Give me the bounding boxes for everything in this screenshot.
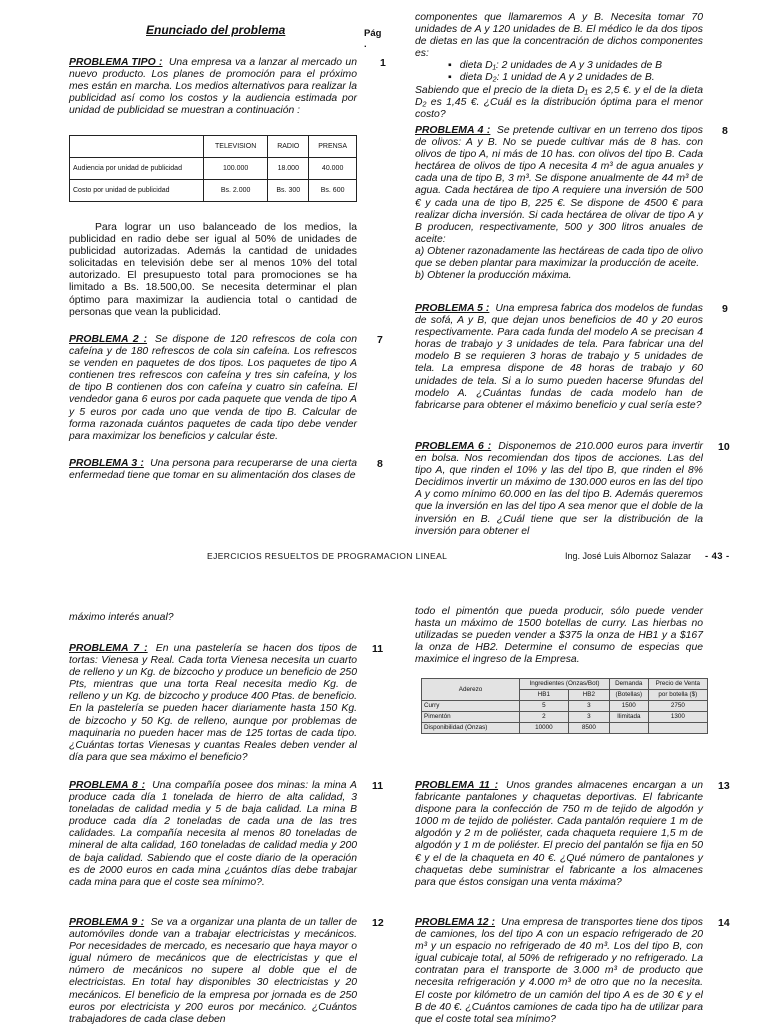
problem-7 [69, 643, 357, 764]
problem-text: Una empresa fabrica dos modelos de fundas de sofá, A y B, que dejan unos beneficios de 40 y 20 euros respectivamente. Para cada funda del modelo A se precisan 4 horas de trabajo y 3 unidades de tela. Para fabricar una del modelo B se requieren 3 horas de trabajo y 5 unidades de tela. La empresa dispone de 48 horas de trabajo y 60 unidades de tela. Si a lo sumo pueden hacerse 9fundas del modelo A. ¿Cuántas fundas de cada modelo han de fabricarse para obtener el máximo beneficio y cual sería este? [415, 303, 703, 411]
table-cell: Costo por unidad de publicidad [70, 180, 204, 202]
problem-6-end: máximo interés anual? [69, 612, 174, 623]
table-row [422, 723, 708, 734]
problem-label: PROBLEMA 3 : [69, 458, 144, 469]
table-header: (Botellas) [609, 690, 648, 701]
table-row [422, 701, 708, 712]
problem-6 [415, 441, 703, 538]
table-cell: 40.000 [309, 158, 357, 180]
table-cell: 18.000 [268, 158, 309, 180]
problem-10-continued: todo el pimentón que pueda producir, sólo puede vender hasta un máximo de 1500 botellas de curry. Las hierbas no utilizadas se pueden vender a $375 la onza de HB1 y a $167 la onza de HB2. Determine el consumo de especias que maximice el ingreso de la Empresa. [415, 606, 703, 666]
table-cell [648, 723, 707, 734]
table-header: HB1 [520, 690, 569, 701]
problem-page-number: 8 [722, 125, 728, 137]
table-header: PRENSA [309, 136, 357, 158]
problem-page-number: 8 [377, 458, 383, 470]
table-header: Ingredientes (Onzas/Bot) [520, 679, 610, 690]
footer-page-number: - 43 - [705, 551, 730, 562]
table-cell: 3 [568, 701, 609, 712]
problem-page-number: 13 [718, 780, 730, 792]
table-header: Demanda [609, 679, 648, 690]
problem-label: PROBLEMA 7 : [69, 643, 148, 654]
table-cell: Bs. 2.000 [204, 180, 268, 202]
table-cell: Audiencia por unidad de publicidad [70, 158, 204, 180]
problem-page-number: 11 [372, 780, 384, 792]
table-cell: Curry [422, 701, 520, 712]
problem-8 [69, 780, 357, 889]
problem-5 [415, 303, 703, 412]
table-cell: Disponibilidad (Onzas) [422, 723, 520, 734]
problem-label: PROBLEMA 2 : [69, 334, 148, 345]
problem-11 [415, 780, 703, 889]
problem-page-number: 14 [718, 917, 730, 929]
table-cell: 3 [568, 712, 609, 723]
problem-4 [415, 125, 703, 282]
problem-2 [69, 334, 357, 443]
table-cell: Bs. 300 [268, 180, 309, 202]
table-row [70, 180, 357, 202]
problem-text: Se pretende cultivar en un terreno dos tipos de olivos: A y B. No se puede cultivar más de 8 has. con olivos de tipo A, ni más de 10 has. con olivos del tipo B. Cada hectárea de olivos de tipo A necesita 4 m³ de agua anuales y cada una de tipo B, 3 m³. Se dispone anualmente de 44 m³ de agua. Cada hectárea de tipo A requiere una inversión de 500 € y cada una de tipo B, 225 €. Se dispone de 4500 € para realizar dicha inversión. Si cada hectárea de olivar de tipo A y B producen, respectivamente, 500 y 300 litros anuales de aceite: [415, 125, 703, 245]
problem-label: PROBLEMA 8 : [69, 780, 146, 791]
table-cell: 10000 [520, 723, 569, 734]
table-cell: Bs. 600 [309, 180, 357, 202]
table-cell: Ilimitada [609, 712, 648, 723]
problem-page-number: 7 [377, 334, 383, 346]
problem-text: Una empresa va a lanzar al mercado un nuevo producto. Los planes de promoción para el próximo mes están en marcha. Los medios alternativos para realizar la publicidad así como los costos y la audiencia estimada por unidad de publicidad se muestran a continuación : [69, 57, 357, 117]
problem-text: En una pastelería se hacen dos tipos de tortas: Vienesa y Real. Cada torta Vienesa necesita un cuarto de relleno y un Kg. de bizcocho y produce un beneficio de 250 Pts, mientras que una torta Real necesita medio Kg. de relleno y un Kg. de bizcocho y produce 400 Ptas. de beneficio. En la pastelería se pueden hacer diariamente hasta 150 Kg. de bizcocho y 50 Kg. de relleno, aunque por problemas de maquinaria no pueden hacer mas de 125 tortas de cada tipo. ¿Cuántas tortas Vienesas y cuantas Reales deben vender al día para que sea máximo el beneficio? [69, 643, 357, 763]
advertising-table [69, 135, 357, 202]
problem-page-number: 9 [722, 303, 728, 315]
table-header: Aderezo [422, 679, 520, 701]
spice-table [421, 678, 708, 734]
footer-course-title: EJERCICIOS RESUELTOS DE PROGRAMACION LINEAL [207, 551, 448, 561]
table-cell: 8500 [568, 723, 609, 734]
problem-4-part-b: b) Obtener la producción máxima. [415, 270, 572, 282]
problem-3-continued: componentes que llamaremos A y B. Necesita tomar 70 unidades de A y 120 unidades de B. El médico le da dos tipos de dietas en las que la concentración de dichos componentes es: ▪ dieta D₁: 2 unidades de A y 3 unidades de B ▪ dieta D₂: 1 unidad de A y 2 unidades de B. Sabiendo que el precio de la dieta D₁ es 2,5 €. y el de la dieta D₂ es 1,45 €. ¿Cuál es la distribución óptima para el menor costo? [415, 12, 703, 121]
list-item: ▪ dieta D₁: 2 unidades de A y 3 unidades de B [448, 60, 703, 72]
problem-page-number: 12 [372, 917, 384, 929]
table-cell: 5 [520, 701, 569, 712]
table-cell: 1500 [609, 701, 648, 712]
table-cell: 2750 [648, 701, 707, 712]
problem-label: PROBLEMA 12 : [415, 917, 496, 928]
problem-tipo [69, 57, 357, 117]
page-column-label: Pág . [364, 28, 382, 50]
problem-text: Disponemos de 210.000 euros para invertir en bolsa. Nos recomiendan dos tipos de acciones. Las del tipo A, que rinden el 10% y las del tipo B, que rinden el 8% Decidimos invertir un máximo de 130.000 euros en las del tipo A y como mínimo 60.000 en las del tipo B. Además queremos que la inversión en las del tipo A sea menor que el doble de la inversión en B. ¿Cuál tiene que ser la distribución de la inversión para obtener el [415, 441, 703, 537]
table-cell: 2 [520, 712, 569, 723]
problem-label: PROBLEMA 11 : [415, 780, 499, 791]
table-cell: 100.000 [204, 158, 268, 180]
table-header: TELEVISION [204, 136, 268, 158]
page-title: Enunciado del problema [146, 23, 286, 37]
problem-page-number: 10 [718, 441, 730, 453]
problem-3 [69, 458, 357, 482]
diet-list [448, 60, 703, 84]
table-header: RADIO [268, 136, 309, 158]
table-row [70, 158, 357, 180]
list-item: ▪ dieta D₂: 1 unidad de A y 2 unidades de B. [448, 72, 703, 84]
problem-label: PROBLEMA TIPO : [69, 57, 163, 68]
table-cell: 1300 [648, 712, 707, 723]
table-header: Precio de Venta [648, 679, 707, 690]
problem-label: PROBLEMA 6 : [415, 441, 492, 452]
problem-label: PROBLEMA 9 : [69, 917, 145, 928]
table-row [422, 712, 708, 723]
problem-text: Se va a organizar una planta de un taller de automóviles donde van a trabajar electricistas y mecánicos. Por necesidades de mercado, es necesario que haya mayor o igual número de mecánicos que de electricistas y que el número de mecánicos no supere al doble que el de electricistas. En total hay disponibles 30 electricistas y 20 mecánicos. El beneficio de la empresa por jornada es de 250 euros por electricista y 200 euros por mecánico. ¿Cuántos trabajadores de cada clase deben [69, 917, 357, 1024]
document-page-44 [0, 580, 768, 1024]
problem-text: Una compañía posee dos minas: la mina A produce cada día 1 tonelada de hierro de alta calidad, 3 toneladas de calidad media y 5 de baja calidad. La mina B produce cada día 2 toneladas de cada una de las tres calidades. La compañía necesita al menos 80 toneladas de mineral de alta calidad, 160 toneladas de calidad media y 200 de baja calidad. Sabiendo que el coste diario de la operación es de 2000 euros en cada mina ¿cuántos días debe trabajar cada mina para que el coste sea mínimo?. [69, 780, 357, 888]
problem-text: Una persona para recuperarse de una cierta enfermedad tiene que tomar en su alimentación dos clases de [69, 458, 357, 482]
problem-12 [415, 917, 703, 1024]
table-header: por botella ($) [648, 690, 707, 701]
problem-tipo-continued: Para lograr un uso balanceado de los medios, la publicidad en radio debe ser igual al 50% de unidades de publicidad autorizadas. Además la cantidad de unidades solicitadas en televisión debe ser al menos 10% del total autorizado. El presupuesto total para promociones se ha limitado a Bs. 18.500,00. Se necesita determinar el plan óptimo para maximizar la audiencia total o cantidad de personas que vean la publicidad. [69, 222, 357, 318]
problem-9 [69, 917, 357, 1024]
table-cell: Pimentón [422, 712, 520, 723]
problem-text: Unos grandes almacenes encargan a un fabricante pantalones y chaquetas deportivas. El fabricante dispone para la confección de 750 m de tejido de algodón y 1000 m de tejido de poliéster. Cada pantalón requiere 1 m de algodón y 2 m de poliéster, cada chaqueta requiere 1,5 m de algodón y 1 m de poliéster. El precio del pantalón se fija en 50 € y el de la chaqueta en 40 €. ¿Qué número de pantalones y chaquetas debe suministrar el fabricante a los almacenes para que éstos consigan una venta máxima? [415, 780, 704, 888]
problem-4-part-a: a) Obtener razonadamente las hectáreas de cada tipo de olivo que se deben plantar para maximizar la producción de aceite. [415, 245, 703, 270]
problem-label: PROBLEMA 4 : [415, 125, 491, 136]
problem-text: Se dispone de 120 refrescos de cola con cafeína y de 180 refrescos de cola sin cafeína. Los refrescos se venden en paquetes de dos tipos. Los paquetes de tipo A contienen tres refrescos con cafeína y tres sin cafeína, y los de tipo B contienen dos con cafeína y cuatro sin cafeína. El vendedor gana 6 euros por cada paquete que venda de tipo A y 5 euros por cada uno que venda de tipo B. Calcular de forma razonada cuántos paquetes de cada tipo debe vender para maximizar los beneficios y calcular éste. [69, 334, 357, 442]
problem-text: Una empresa de transportes tiene dos tipos de camiones, los del tipo A con un espacio refrigerado de 20 m³ y un espacio no refrigerado de 40 m³. Los del tipo B, con igual cubicaje total, al 50% de refrigerado y no refrigerado. La contratan para el transporte de 3.000 m³ de producto que necesita refrigeración y 4.000 m³ de otro que no la necesita. El coste por kilómetro de un camión del tipo A es de 30 € y el B de 40 €. ¿Cuántos camiones de cada tipo ha de utilizar para que el coste total sea mínimo? [415, 917, 703, 1024]
table-header: HB2 [568, 690, 609, 701]
problem-page-number: 11 [372, 643, 384, 655]
footer-author: Ing. José Luis Albornoz Salazar [565, 551, 692, 561]
problem-label: PROBLEMA 5 : [415, 303, 490, 314]
table-cell [609, 723, 648, 734]
problem-page-number: 1 [380, 57, 386, 69]
